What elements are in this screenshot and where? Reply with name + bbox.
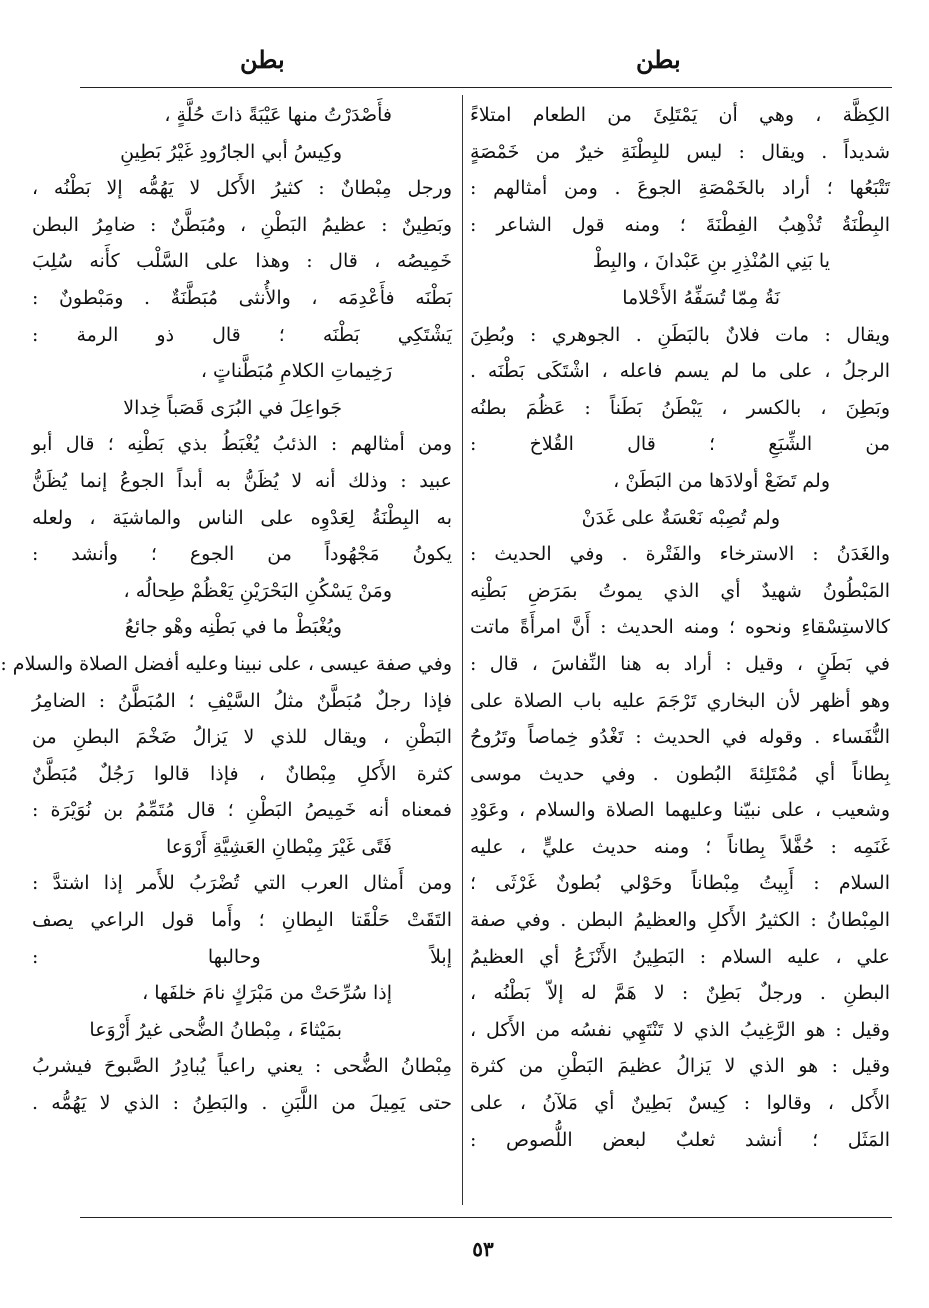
- verse-line: بمَيْثاءَ ، مِبْطانُ الضُّحى غيرُ أَرْوَعا: [89, 1018, 342, 1041]
- text-line: الأَكل ، وقالوا : كِيسٌ بَطِينٌ أي مَلآنُ ، على: [470, 1092, 890, 1115]
- verse-line: فَتًى غَيْرَ مِبْطانِ العَشِيَّةِ أَرْوَعا: [165, 835, 392, 858]
- text-line: فمعناه أنه خَمِيصُ البَطْنِ ؛ قال مُتَمِّمُ بن نُوَيْرَة :: [32, 799, 452, 822]
- text-line: بِطاناً أي مُمْتَلِئةَ البُطون . وفي حديث موسى: [470, 762, 890, 785]
- verse-line: ويُغْبَطْ ما في بَطْنِه وهْو جائعُ: [124, 616, 342, 639]
- text-line: وبَطِينٌ : عظيمُ البَطْنِ ، ومُبَطَّنٌ : ضامِرُ البطن: [32, 213, 452, 236]
- text-line: وفي صفة عيسى ، على نبينا وعليه أفضل الصلاة والسلام :: [0, 652, 452, 675]
- verse-line: ومَنْ يَسْكُنِ البَحْرَيْنِ يَعْظُمْ طِحالُه ،: [123, 579, 392, 602]
- text-line: غَنَمِه : حُفَّلاً بِطاناً ؛ ومنه حديث عليٍّ ، عليه: [470, 835, 890, 858]
- text-line: مِبْطانُ الضُّحى : يعني راعياً يُبادِرُ الصَّبوحَ فيشربُ: [32, 1055, 452, 1078]
- text-line: السلام : أَبِيتُ مِبْطاناً وحَوْلي بُطونٌ غَرْثَى ؛: [470, 872, 890, 895]
- text-line: فإذا رجلٌ مُبَطَّنٌ مثلُ السَّيْفِ ؛ المُبَطَّنُ : الضامِرُ: [32, 689, 452, 712]
- text-line: الكِظَّة ، وهي أن يَمْتَلِئَ من الطعام امتلاءً: [470, 104, 890, 126]
- text-line: وهو أظهر لأن البخاري تَرْجَمَ عليه باب الصلاة على: [470, 689, 890, 712]
- text-line: التَقَتْ حَلْقَتا البِطانِ ؛ وأَما قول الراعي يصف: [32, 909, 452, 932]
- verse-line: وكِيسُ أبي الجارُودِ غَيْرُ بَطِينِ: [120, 140, 342, 163]
- running-header-right: بطن: [636, 45, 681, 74]
- text-line: كثرة الأَكلِ مِبْطانٌ ، فإذا قالوا رَجُلٌ مُبَطَّنٌ: [32, 762, 452, 785]
- text-line: وبَطِنَ ، بالكسر ، يَبْطَنُ بَطَناً : عَظُمَ بطنُه: [470, 396, 890, 419]
- verse-line: ولم تَضَعْ أولادَها من البَطَنْ ،: [613, 469, 830, 492]
- text-line: ويقال : مات فلانٌ بالبَطَنِ . الجوهري : وبُطِنَ: [470, 323, 890, 346]
- column-divider: [462, 95, 463, 1205]
- top-rule: [80, 87, 892, 88]
- text-line: المَثَل ؛ أنشد ثعلبٌ لبعض اللُّصوص :: [470, 1128, 890, 1151]
- text-line: البَطْنِ ، ويقال للذي لا يَزالُ ضَخْمَ البطنِ من: [32, 726, 452, 749]
- text-line: يَشْتَكِي بَطْنَه ؛ قال ذو الرمة :: [32, 323, 452, 346]
- text-line: تَتْبَعُها ؛ أراد بالخَمْصَةِ الجوعَ . ومن أمثالهم :: [470, 177, 890, 200]
- text-line: البِطْنَةُ تُذْهِبُ الفِطْنَةَ ؛ ومنه قول الشاعر :: [470, 213, 890, 236]
- text-line: البطنِ . ورجلٌ بَطِنٌ : لا هَمَّ له إلاّ بَطْنُه ،: [470, 982, 890, 1005]
- text-line: كالاستِسْقاءِ ونحوه ؛ ومنه الحديث : أَنَّ امرأَةً ماتت: [470, 616, 890, 639]
- running-header-left: بطن: [240, 45, 285, 74]
- text-line: خَمِيصُه ، قال : وهذا على السَّلْب كأَنه سُلِبَ: [32, 250, 452, 273]
- verse-line: ولم تُصِبْه نَعْسَةٌ على غَدَنْ: [581, 506, 780, 529]
- verse-line: جَواعِلَ في البُرَى قَصَباً خِدالا: [123, 396, 342, 419]
- text-line: من الشِّبَعِ ؛ قال القُلاخ :: [470, 433, 890, 456]
- text-line: والغَدَنُ : الاسترخاء والفَتْرة . وفي الحديث :: [470, 543, 890, 566]
- text-line: إبلاً وحالبها :: [32, 945, 452, 968]
- text-line: علي ، عليه السلام : البَطِينُ الأَنْزَعُ أي العظيمُ: [470, 945, 890, 968]
- left-column: [0, 97, 452, 1205]
- text-line: المِبْطانُ : الكثيرُ الأَكلِ والعظيمُ البطن . وفي صفة: [470, 909, 890, 932]
- text-line: بَطْنَه فأَعْدِمَه ، والأُنثى مُبَطَّنَةٌ . ومَبْطونٌ :: [32, 286, 452, 309]
- text-line: ومن أمثالهم : الذئبُ يُغْبَطُ بذي بَطْنِه ؛ قال أبو: [32, 433, 452, 456]
- text-line: ورجل مِبْطانٌ : كثيرُ الأَكل لا يَهُمُّه إلا بَطْنُه ،: [32, 177, 452, 200]
- bottom-rule: [80, 1217, 892, 1218]
- text-line: شديداً . ويقال : ليس للبِطْنَةِ خيرٌ من خَمْصَةٍ: [470, 140, 890, 163]
- verse-line: رَخِيماتِ الكلامِ مُبَطَّناتٍ ،: [200, 360, 392, 383]
- text-line: يكونُ مَجْهُوداً من الجوع ؛ وأنشد :: [32, 543, 452, 566]
- verse-line: نَةُ مِمّا تُسَفِّهُ الأَحْلاما: [622, 286, 780, 309]
- text-line: وقيل : هو الذي لا يَزالُ عظيمَ البَطْنِ من كثرة: [470, 1055, 890, 1078]
- text-line: النُّفَساء . وقوله في الحديث : تَغْدُو خِماصاً وتَرُوحُ: [470, 726, 890, 749]
- text-line: المَبْطُونُ شهيدٌ أي الذي يموتُ بمَرَضِ بَطْنِه: [470, 579, 890, 602]
- text-line: وشعيب ، على نبيّنا وعليهما الصلاة والسلام ، وعَوْدِ: [470, 799, 890, 822]
- text-line: الرجلُ ، على ما لم يسم فاعله ، اشْتَكَى بَطْنَه .: [470, 360, 890, 383]
- text-line: ومن أَمثال العرب التي تُضْرَبُ للأَمر إذا اشتدَّ :: [32, 872, 452, 895]
- verse-line: إذا سُرِّحَتْ من مَبْرَكٍ نامَ خلفَها ،: [142, 982, 392, 1005]
- right-column: [470, 97, 890, 1205]
- text-line: عبيد : وذلك أنه لا يُظَنُّ به أبداً الجوعُ إنما يُظَنُّ: [32, 469, 452, 492]
- text-line: حتى يَمِيلَ من اللَّبَنِ . والبَطِنُ : الذي لا يَهُمُّه .: [32, 1092, 452, 1115]
- text-line: وقيل : هو الرَّغِيبُ الذي لا تَنْتَهِي نفسُه من الأَكل ،: [470, 1018, 890, 1041]
- verse-line: يا بَنِي المُنْذِرِ بنِ عَبْدانَ ، والبِطْ: [592, 250, 830, 273]
- text-line: في بَطَنٍ ، وقيل : أراد به هنا النِّفاسَ ، قال :: [470, 652, 890, 675]
- page-number: ٥٣: [472, 1237, 494, 1261]
- text-line: به البِطْنَةُ لِعَدْوِه على الناس والماشيَة ، ولعله: [32, 506, 452, 529]
- verse-line: فأَصْدَرْتُ منها عَيْبَةً ذاتَ حُلَّةٍ ،: [164, 104, 392, 126]
